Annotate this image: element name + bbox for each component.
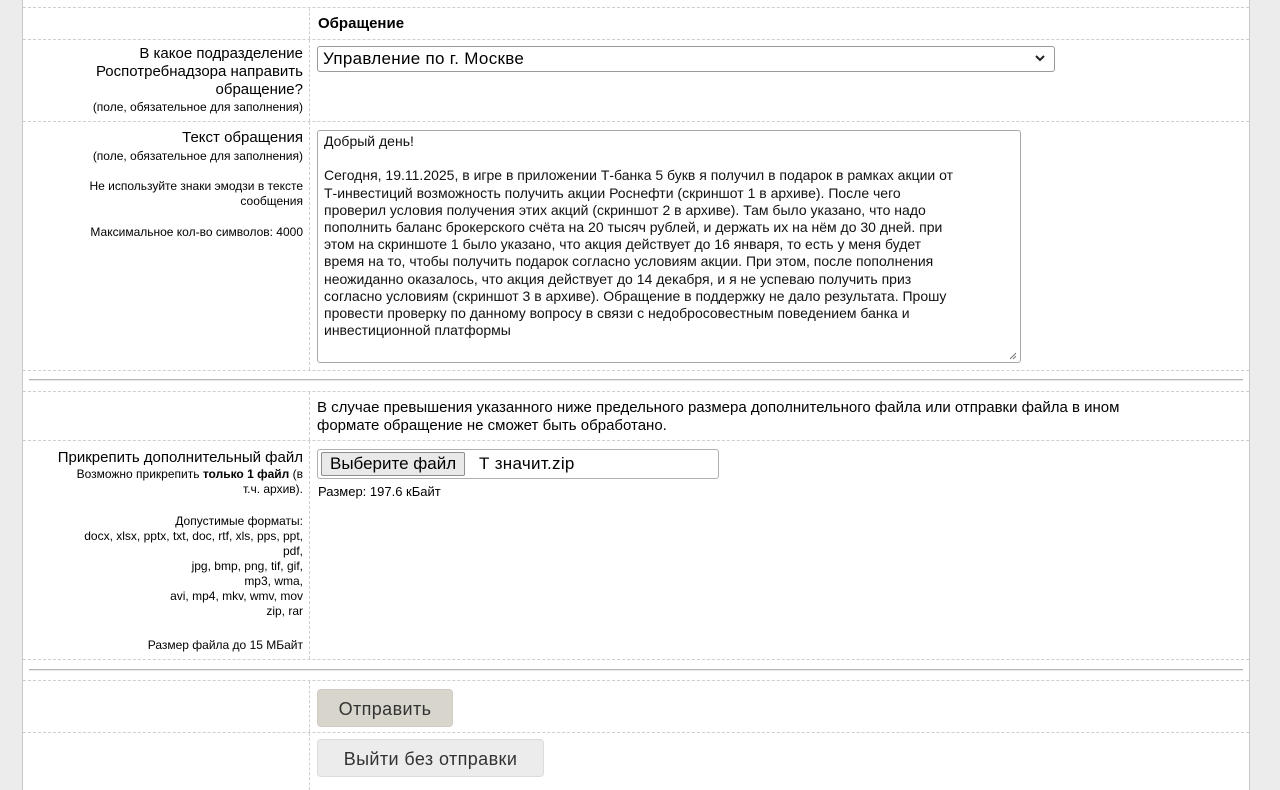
message-row bbox=[23, 122, 1249, 371]
value-cell bbox=[311, 441, 1249, 659]
value-cell bbox=[311, 8, 1249, 39]
label-cell bbox=[23, 441, 310, 659]
label-cell bbox=[23, 40, 310, 121]
value-cell bbox=[311, 40, 1249, 121]
file-input[interactable] bbox=[317, 449, 719, 479]
label-cell bbox=[23, 733, 310, 790]
label-cell bbox=[23, 392, 310, 440]
formats-list: Допустимые форматы: docx, xlsx, pptx, txt, doc, rtf, xls, pps, ppt, pdf, jpg, bmp, png, tif, gif, mp3, wma, avi, mp4, mkv, wmv, mov zip, rar bbox=[84, 514, 303, 618]
section-title: Обращение bbox=[318, 15, 405, 32]
file-warning: В случае превышения указанного ниже предельного размера дополнительного файла или отправки файла в ином формате обращение не сможет быть обработано. bbox=[317, 399, 1120, 434]
warning-row bbox=[23, 391, 1249, 441]
required-note: (поле, обязательное для заполнения) bbox=[92, 149, 303, 163]
choose-file-button[interactable]: Выберите файл bbox=[321, 452, 465, 476]
separator-row bbox=[23, 660, 1249, 680]
label-cell bbox=[23, 681, 310, 732]
chevron-down-icon bbox=[1034, 52, 1046, 64]
message-textarea[interactable]: Добрый день! Сегодня, 19.11.2025, в игре в приложении Т-банка 5 букв я получил в подарок в рамках акции от Т-инвестиций возможность получить акции Роснефти (скриншот 1 в архиве). После чего проверил условия получения этих акций (скриншот 2 в архиве). Там было указано, что надо пополнить баланс брокерского счёта на 20 тысяч рублей, и держать их на нём до 30 дней. при этом на скриншоте 1 было указано, что акция действует до 16 января, то есть у меня будет время на то, чтобы получить подарок согласно условиям акции. При этом, после пополнения неожиданно оказалось, что акция действует до 14 декабря, и я не успеваю получить приз согласно условиям (скриншот 3 в архиве). Обращение в поддержку не дало результата. Прошу провести проверку по данному вопросу в связи с недобросовестным поведением банка и инвестиционной платформы bbox=[317, 130, 1021, 363]
separator bbox=[29, 669, 1243, 671]
department-selected-value: Управление по г. Москве bbox=[323, 49, 525, 68]
message-label: Текст обращения bbox=[182, 129, 303, 146]
value-cell bbox=[311, 681, 1249, 732]
exit-without-sending-button[interactable]: Выйти без отправки bbox=[317, 739, 544, 777]
value-cell bbox=[311, 122, 1249, 370]
label-cell bbox=[23, 122, 310, 370]
department-row bbox=[23, 40, 1249, 122]
form-panel bbox=[22, 0, 1250, 790]
department-label: В какое подразделение Роспотребнадзора направить обращение? bbox=[95, 45, 303, 98]
section-header-row bbox=[23, 7, 1249, 40]
value-cell bbox=[311, 392, 1249, 440]
attachment-label: Прикрепить дополнительный файл bbox=[57, 449, 303, 466]
resize-grip-icon[interactable] bbox=[1008, 351, 1017, 360]
exit-row bbox=[23, 733, 1249, 790]
attachment-note: Возможно прикрепить только 1 файл (в т.ч. архив). bbox=[76, 467, 303, 496]
separator-row bbox=[23, 371, 1249, 391]
required-note: (поле, обязательное для заполнения) bbox=[92, 100, 303, 114]
send-button[interactable]: Отправить bbox=[317, 689, 453, 727]
file-size: Размер: 197.6 кБайт bbox=[318, 484, 441, 499]
value-cell bbox=[311, 733, 1249, 790]
max-chars-note: Максимальное кол-во символов: 4000 bbox=[90, 225, 303, 239]
attachment-row bbox=[23, 441, 1249, 660]
separator bbox=[29, 379, 1243, 381]
label-cell bbox=[23, 8, 310, 39]
emoji-note: Не используйте знаки эмодзи в тексте сообщения bbox=[89, 179, 303, 208]
file-name: Т значит.zip bbox=[479, 454, 575, 473]
department-select[interactable] bbox=[317, 46, 1055, 72]
send-row bbox=[23, 680, 1249, 733]
max-size-note: Размер файла до 15 МБайт bbox=[147, 638, 303, 652]
